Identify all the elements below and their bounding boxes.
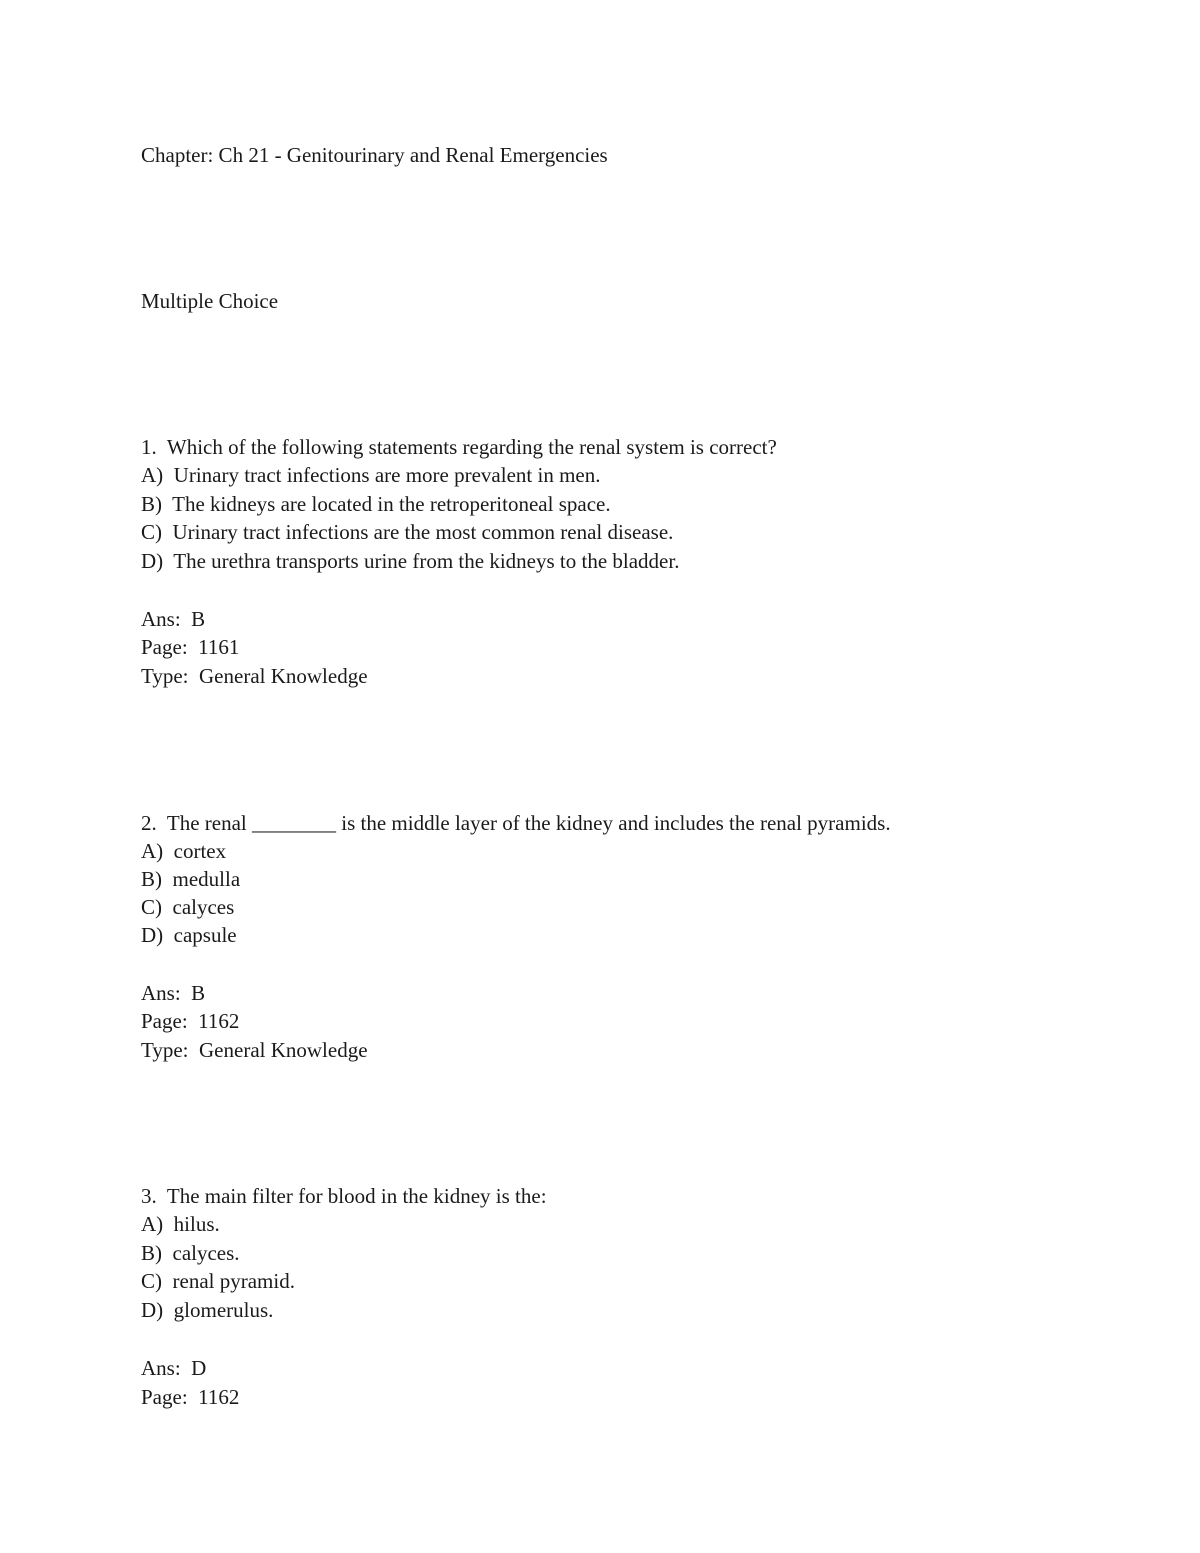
option-a: A) Urinary tract infections are more prevalent in men. <box>141 463 601 487</box>
page-reference: Page: 1162 <box>141 1385 240 1409</box>
question-stem: 1. Which of the following statements regarding the renal system is correct? <box>141 435 777 459</box>
page-reference: Page: 1161 <box>141 635 240 659</box>
section-heading: Multiple Choice <box>141 289 279 313</box>
option-c: C) Urinary tract infections are the most common renal disease. <box>141 520 674 544</box>
option-c: C) calyces <box>141 895 235 919</box>
question-type: Type: General Knowledge <box>141 1038 368 1062</box>
option-c: C) renal pyramid. <box>141 1269 295 1293</box>
option-b: B) The kidneys are located in the retroperitoneal space. <box>141 492 611 516</box>
answer: Ans: D <box>141 1356 207 1380</box>
chapter-title: Chapter: Ch 21 - Genitourinary and Renal Emergencies <box>141 143 608 167</box>
answer: Ans: B <box>141 607 206 631</box>
question-type: Type: General Knowledge <box>141 664 368 688</box>
option-b: B) calyces. <box>141 1241 240 1265</box>
option-a: A) cortex <box>141 839 227 863</box>
option-b: B) medulla <box>141 867 241 891</box>
answer: Ans: B <box>141 981 206 1005</box>
option-a: A) hilus. <box>141 1212 220 1236</box>
page-reference: Page: 1162 <box>141 1009 240 1033</box>
question-stem: 2. The renal ________ is the middle layer of the kidney and includes the renal pyramids. <box>141 811 891 835</box>
question-stem: 3. The main filter for blood in the kidney is the: <box>141 1184 547 1208</box>
option-d: D) capsule <box>141 923 237 947</box>
option-d: D) glomerulus. <box>141 1298 274 1322</box>
option-d: D) The urethra transports urine from the kidneys to the bladder. <box>141 549 680 573</box>
